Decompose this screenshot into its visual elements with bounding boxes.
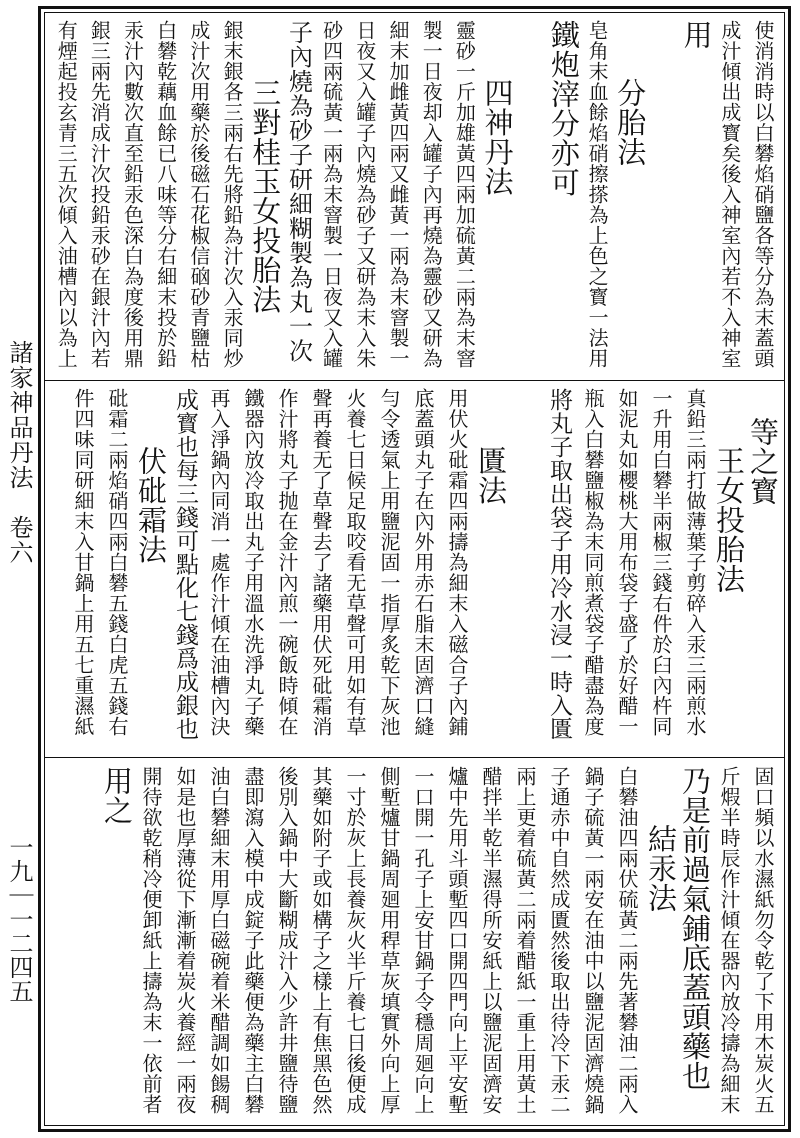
text-column: 有煙起投玄青三五次傾入油槽內以為上	[54, 20, 79, 369]
text-column: 伏砒霜法	[134, 446, 168, 564]
text-band-top	[50, 20, 780, 375]
text-column: 子內燒為砂子研細糊製為丸一次	[284, 20, 313, 363]
text-column: 將丸子取出袋子用冷水浸一時入匱	[546, 388, 572, 741]
margin-page-number: 一九｜一二四五	[5, 835, 33, 1003]
text-column: 側塹爐甘鍋周廻用稈草灰填實外向上厚	[377, 766, 401, 1115]
text-column: 盡即瀉入模中成錠子此藥便為藥主白礬	[241, 766, 265, 1115]
text-column: 底蓋頭丸子在內外用赤石脂末固濟口縫	[411, 388, 435, 737]
text-column: 靈砂一斤加雄黃四兩加硫黃二兩為末窨	[452, 20, 477, 369]
text-column: 乃是前過氣鋪底蓋頭藥也	[678, 766, 712, 1091]
text-column: 用之	[100, 766, 134, 825]
text-band-middle	[50, 388, 780, 752]
text-column: 油白礬細末用厚白磁碗着米醋調如餳稠	[207, 766, 231, 1115]
text-column: 其藥如附子或如構子之樣上有焦黑色然	[309, 766, 333, 1115]
text-column: 一口開一孔子上安甘鍋子令穩周廻向上	[411, 766, 435, 1115]
text-column: 一升用白礬半兩椒三錢右件於臼內杵同	[649, 388, 673, 737]
band-divider	[44, 757, 785, 758]
text-column: 聲再養无了草聲去了諸藥用伏死砒霜消	[309, 388, 333, 737]
text-band-bottom	[50, 766, 780, 1126]
text-column: 鍋子硫黃一兩安在油中以鹽泥固濟燒鍋	[581, 766, 605, 1115]
text-column: 斤煆半時辰作汁傾在器內放冷擣為細末	[717, 766, 741, 1115]
text-column: 銀末銀各三兩右先將鉛為汁次入汞同炒	[220, 20, 245, 369]
text-column: 鐵炮滓分亦可	[546, 20, 581, 197]
text-column: 用	[679, 20, 714, 50]
text-column: 用伏火砒霜四兩擣為細末入磁合子內鋪	[445, 388, 469, 737]
text-column: 子通赤中自然成匱然後取出待冷下汞二	[547, 766, 571, 1115]
text-column: 成汁傾出成寳矣後入神室內若不入神室	[717, 20, 742, 369]
text-column: 鐵器內放冷取出丸子用溫水洗淨丸子藥	[241, 388, 265, 737]
text-column: 結汞法	[644, 824, 678, 913]
text-column: 固口頻以水濕紙勿令乾了下用木炭火五	[751, 766, 775, 1115]
text-column: 開待欲乾稍冷便卸紙上擣為末一依前者	[139, 766, 163, 1115]
text-column: 真鉛三兩打做薄葉子剪碎入汞三兩煎水	[683, 388, 707, 737]
text-column: 四神丹法	[480, 78, 515, 196]
text-column: 如是也厚薄從下漸漸着炭火養經一兩夜	[173, 766, 197, 1115]
text-column: 醋拌半乾半濕得所安紙上以鹽泥固濟安	[479, 766, 503, 1115]
text-column: 砂四兩硫黃一兩為末窨製一日夜又入罐	[319, 20, 344, 369]
text-column: 勻令透氣上用鹽泥固一指厚炙乾下灰池	[377, 388, 401, 737]
text-column: 後別入鍋中大斷糊成汁入少許井鹽待鹽	[275, 766, 299, 1115]
text-column: 成寳也每三錢可點化七錢爲成銀也	[172, 388, 198, 741]
text-column: 白礬乾藕血餘已八味等分右細末投於鉛	[153, 20, 178, 369]
text-column: 瓶入白礬鹽椒為末同煎煮袋子醋盡為度	[581, 388, 605, 737]
text-column: 細末加雌黃四兩又雌黃一兩為末窨製一	[386, 20, 410, 369]
text-column: 兩上更着硫黃二兩着醋紙一重上用黃土	[513, 766, 537, 1115]
text-column: 日夜又入罐子內燒為砂子又研為末入朱	[352, 20, 377, 369]
text-column: 三對桂玉女投胎法	[248, 78, 283, 314]
text-column: 砒霜二兩焰硝四兩白礬五錢白虎五錢右	[105, 388, 129, 737]
text-column: 汞汁內數次直至鉛汞色深白為度後用鼎	[120, 20, 145, 369]
text-column: 件四味同研細末入甘鍋上用五七重濕紙	[71, 388, 95, 737]
text-column: 製一日夜却入罐子內再燒為靈砂又研為	[419, 20, 444, 369]
text-column: 火養七日候足取咬看无草聲可用如有草	[343, 388, 367, 737]
text-column: 白礬油四兩伏硫黃二兩先著礬油二兩入	[615, 766, 639, 1115]
text-column: 使消消時以白礬焰硝鹽各等分為末蓋頭	[751, 20, 775, 369]
margin-book-title: 諸家神品丹法 卷六	[5, 340, 33, 565]
text-column: 銀三兩先消成汁次投鉛汞砂在銀汁內若	[87, 20, 112, 369]
text-column: 作汁將丸子抛在金汁內煎一碗飯時傾在	[275, 388, 299, 737]
text-column: 王女投胎法	[712, 446, 746, 594]
text-column: 成汁次用藥於後磁石花椒信硇砂青鹽枯	[186, 20, 211, 369]
text-column: 一寸於灰上長養灰火半斤養七日後便成	[343, 766, 367, 1115]
text-column: 再入淨鍋內同消一處作汁傾在油槽內決	[207, 388, 231, 737]
text-column: 等之寳	[746, 417, 780, 506]
text-column: 如泥丸如櫻桃大用布袋子盛了於好醋一	[615, 388, 639, 737]
band-divider	[44, 380, 785, 381]
text-column: 皂角末血餘焰硝擦搽為上色之寳一法用	[585, 20, 610, 369]
text-column: 分胎法	[613, 78, 648, 167]
text-column: 爐中先用斗頭塹四口開四門向上平安塹	[445, 766, 469, 1115]
text-column: 匱法	[474, 446, 508, 505]
